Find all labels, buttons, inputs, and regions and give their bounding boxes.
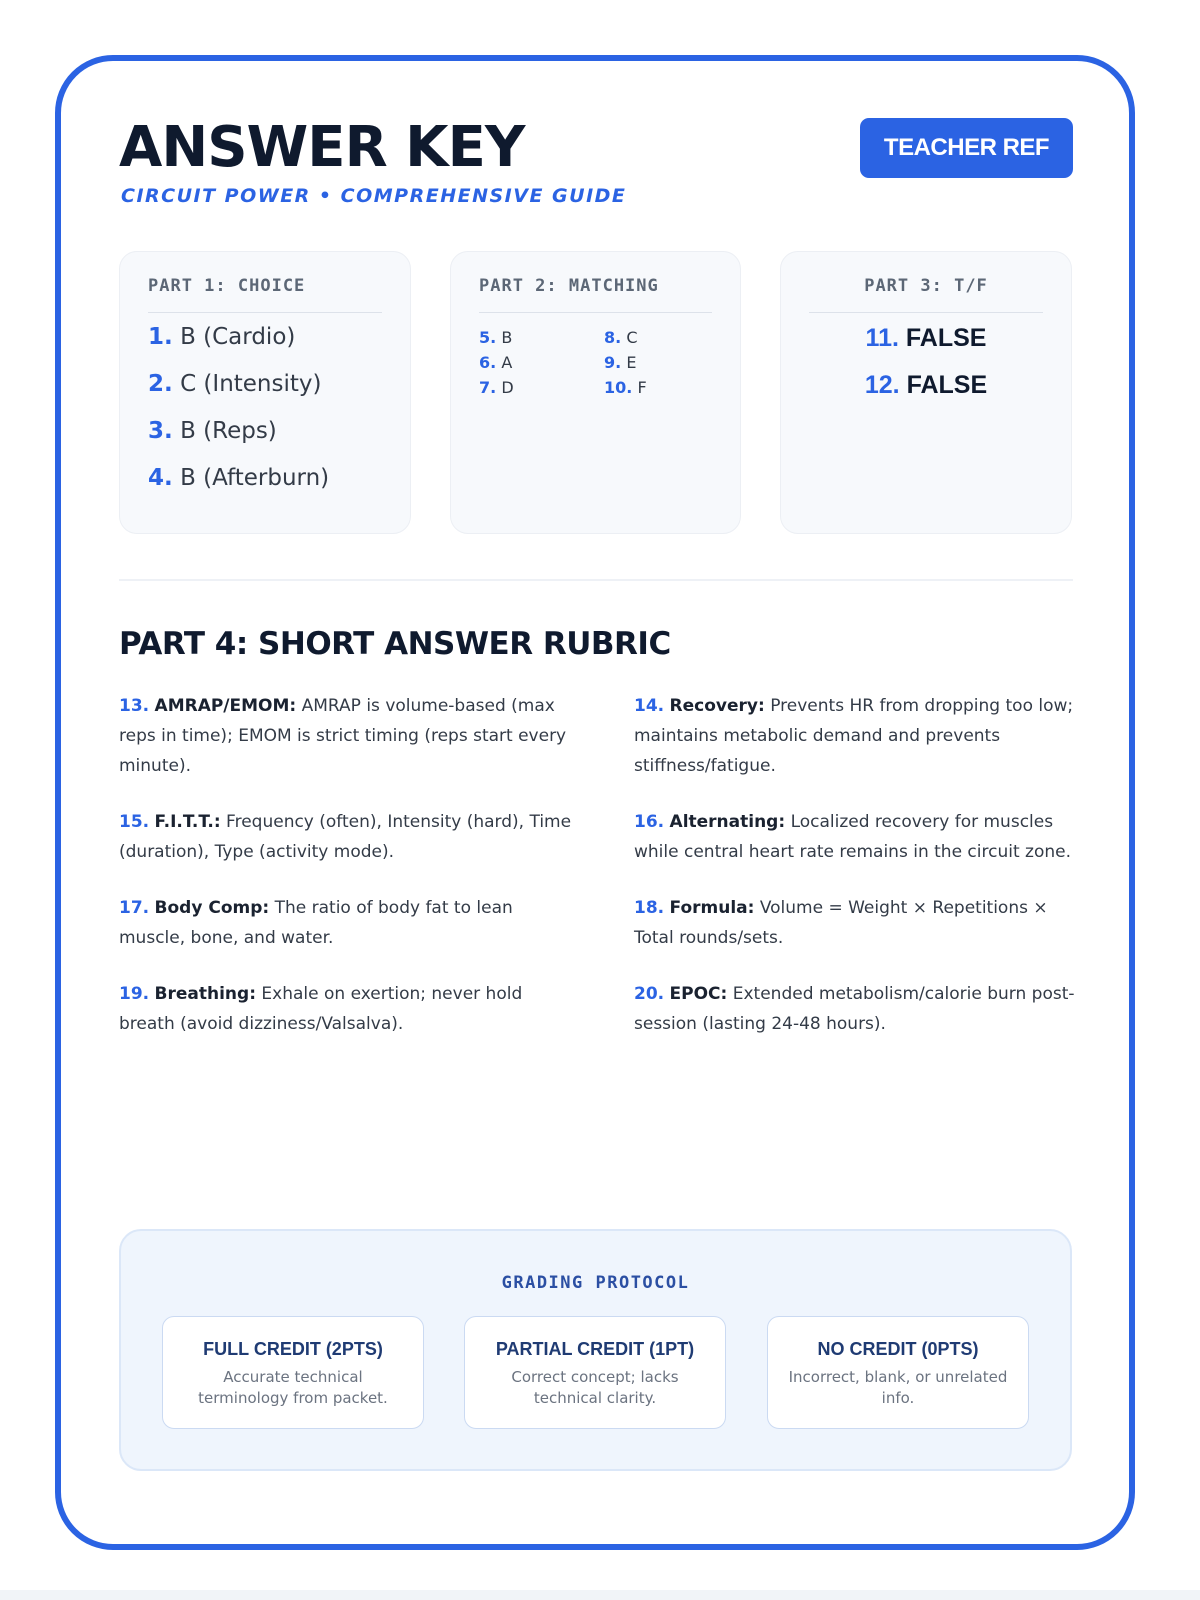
item-answer: B xyxy=(501,328,513,347)
rubric-item xyxy=(634,893,1089,953)
grading-level-heading: PARTIAL CREDIT (1PT) xyxy=(495,1339,695,1359)
item-answer: F xyxy=(637,378,647,397)
item-answer: FALSE xyxy=(905,324,987,352)
part2-column-left xyxy=(479,328,514,403)
item-answer: C xyxy=(626,328,638,347)
part4-title: PART 4: SHORT ANSWER RUBRIC xyxy=(119,626,671,662)
page-title: ANSWER KEY xyxy=(119,115,525,180)
grading-level-full xyxy=(162,1316,424,1429)
rubric-text: Extended metabolism/calorie burn post-session (lasting 24-48 hours). xyxy=(634,984,1075,1034)
rubric-text: Exhale on exertion; never hold breath (avoid dizziness/Valsalva). xyxy=(119,984,523,1034)
part1-heading: PART 1: CHOICE xyxy=(148,276,382,313)
item-number: 1. xyxy=(148,324,173,350)
grading-level-text: Accurate technical terminology from packet. xyxy=(198,1368,388,1407)
rubric-item xyxy=(119,893,574,953)
item-answer: B (Reps) xyxy=(180,418,277,444)
list-item xyxy=(781,324,1071,371)
item-number: 4. xyxy=(148,465,173,491)
item-number: 13. xyxy=(119,696,150,716)
item-number: 8. xyxy=(604,328,622,347)
rubric-text: The ratio of body fat to lean muscle, bone, and water. xyxy=(119,898,513,948)
item-answer: B (Cardio) xyxy=(180,324,296,350)
item-number: 12. xyxy=(864,371,900,399)
rubric-label: Body Comp: xyxy=(154,898,270,918)
part3-heading: PART 3: T/F xyxy=(809,276,1043,313)
item-number: 3. xyxy=(148,418,173,444)
list-item xyxy=(781,371,1071,418)
item-answer: FALSE xyxy=(906,371,988,399)
grading-title: GRADING PROTOCOL xyxy=(501,1273,690,1293)
part3-panel xyxy=(780,251,1072,534)
item-number: 7. xyxy=(479,378,497,397)
item-number: 5. xyxy=(479,328,497,347)
list-item xyxy=(479,378,514,403)
page-subtitle: CIRCUIT POWER • COMPREHENSIVE GUIDE xyxy=(121,185,627,207)
list-item xyxy=(148,371,329,418)
grading-level-heading: NO CREDIT (0PTS) xyxy=(817,1339,979,1359)
rubric-label: AMRAP/EMOM: xyxy=(154,696,297,716)
list-item xyxy=(604,353,647,378)
item-number: 15. xyxy=(119,812,150,832)
part1-list xyxy=(148,324,329,512)
list-item xyxy=(604,378,647,403)
rubric-text: Prevents HR from dropping too low; maintains metabolic demand and prevents stiffness/fatigue. xyxy=(634,696,1074,776)
item-answer: D xyxy=(501,378,514,397)
rubric-item xyxy=(119,979,574,1039)
grading-level-none xyxy=(767,1316,1029,1429)
rubric-text: Localized recovery for muscles while central heart rate remains in the circuit zone. xyxy=(634,812,1071,862)
list-item xyxy=(148,324,329,371)
answer-key-card xyxy=(55,55,1135,1550)
rubric-label: Breathing: xyxy=(154,984,256,1004)
item-number: 16. xyxy=(634,812,665,832)
rubric-label: EPOC: xyxy=(669,984,728,1004)
rubric-item xyxy=(119,691,574,781)
rubric-label: Formula: xyxy=(669,898,755,918)
rubric-label: Recovery: xyxy=(669,696,765,716)
page-bottom-strip xyxy=(0,1590,1200,1600)
grading-level-text: Correct concept; lacks technical clarity. xyxy=(511,1368,679,1407)
item-number: 17. xyxy=(119,898,150,918)
section-divider xyxy=(119,579,1073,581)
grading-level-partial xyxy=(464,1316,726,1429)
part2-heading: PART 2: MATCHING xyxy=(479,276,712,313)
rubric-item xyxy=(634,979,1089,1039)
item-number: 14. xyxy=(634,696,665,716)
item-number: 11. xyxy=(865,324,899,352)
item-number: 10. xyxy=(604,378,633,397)
part2-panel xyxy=(450,251,741,534)
item-answer: A xyxy=(501,353,513,372)
item-number: 18. xyxy=(634,898,665,918)
rubric-item xyxy=(634,691,1089,781)
item-answer: C (Intensity) xyxy=(180,371,322,397)
item-number: 6. xyxy=(479,353,497,372)
teacher-ref-button[interactable]: TEACHER REF xyxy=(860,118,1073,178)
grading-level-text: Incorrect, blank, or unrelated info. xyxy=(788,1368,1008,1407)
list-item xyxy=(148,418,329,465)
part3-list xyxy=(781,324,1071,418)
grading-protocol-panel xyxy=(119,1229,1072,1471)
list-item xyxy=(148,465,329,512)
item-answer: E xyxy=(626,353,637,372)
item-number: 20. xyxy=(634,984,665,1004)
item-number: 19. xyxy=(119,984,150,1004)
list-item xyxy=(479,353,514,378)
list-item xyxy=(479,328,514,353)
list-item xyxy=(604,328,647,353)
rubric-text: Frequency (often), Intensity (hard), Time (duration), Type (activity mode). xyxy=(119,812,572,862)
rubric-label: Alternating: xyxy=(669,812,786,832)
grading-level-heading: FULL CREDIT (2PTS) xyxy=(203,1339,383,1359)
rubric-item xyxy=(634,807,1089,867)
rubric-item xyxy=(119,807,574,867)
part2-column-right xyxy=(604,328,647,403)
part1-panel xyxy=(119,251,411,534)
rubric-text: Volume = Weight × Repetitions × Total rounds/sets. xyxy=(634,898,1048,948)
rubric-label: F.I.T.T.: xyxy=(154,812,221,832)
item-answer: B (Afterburn) xyxy=(180,465,330,491)
rubric-text: AMRAP is volume-based (max reps in time); EMOM is strict timing (reps start every minute). xyxy=(119,696,567,776)
item-number: 9. xyxy=(604,353,622,372)
item-number: 2. xyxy=(148,371,173,397)
